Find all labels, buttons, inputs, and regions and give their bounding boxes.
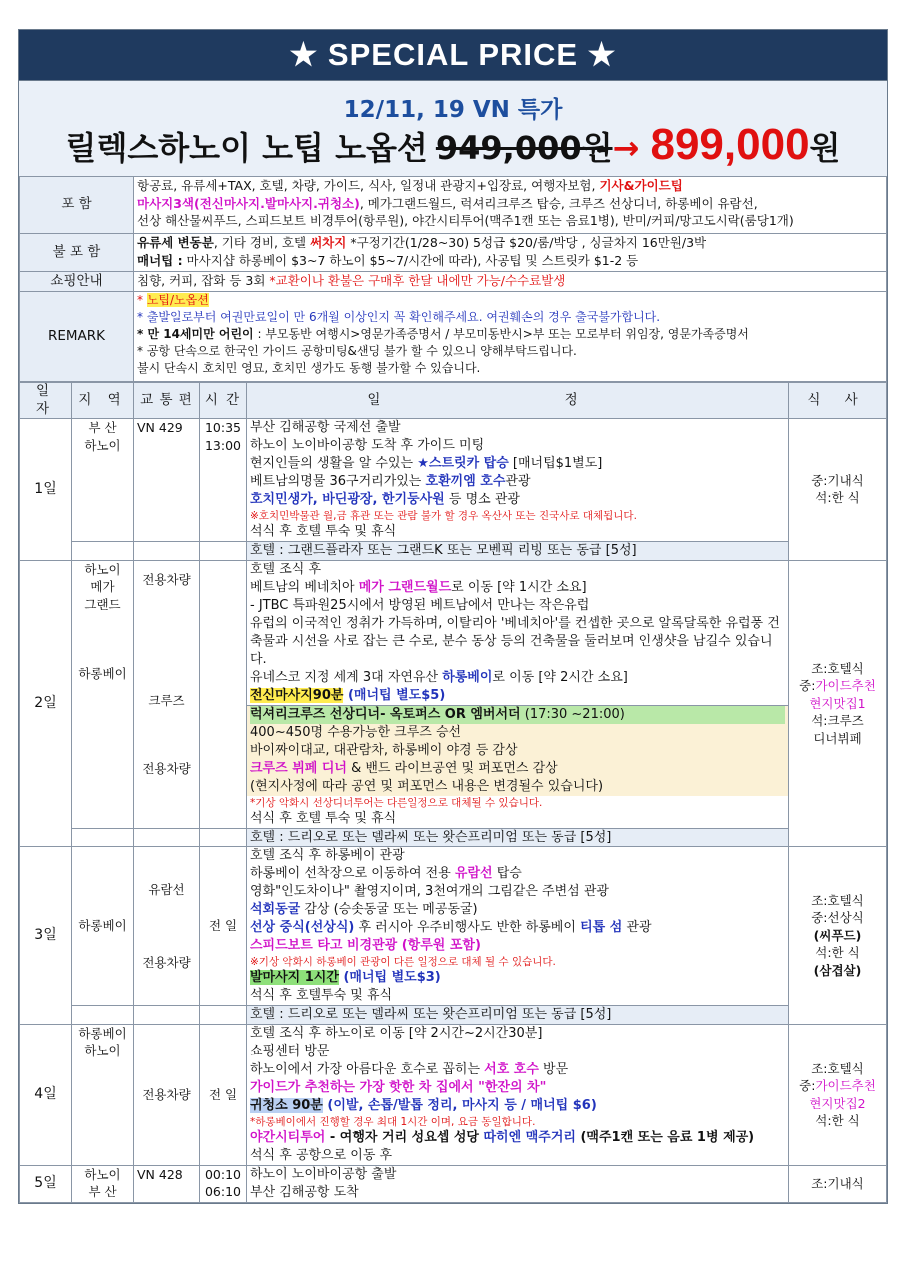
day5-meals: 조:기내식 — [789, 1165, 887, 1202]
day4-region: 하롱베이 하노이 — [72, 1024, 134, 1165]
day1-transport: VN 429 — [134, 419, 200, 542]
include-massage: 마사지3색(전신마사지.발마사지.귀청소) — [137, 195, 360, 211]
new-price: 899,000 — [650, 120, 810, 169]
day2-cruise: 럭셔리크루즈 선상디너- 옥토퍼스 OR 엠버서더 (17:30 ~21:00) 400~450명 수용가능한 크루즈 승선 바이짜이대교, 대관람차, 하롱베이 야경 등 감상 크루즈 뷔페 디너 & 밴드 라이브공연 및 퍼포먼스 감상 (현지사정에 따라 공연 및 퍼포먼스 내용은 변경될수 있습니다) *기상 악화시 선상디너투어는 다른일정으로 대체될 수 있습니다. 석식 후 호텔 투숙 및 휴식 — [247, 705, 789, 828]
special-price-banner: ★ SPECIAL PRICE ★ — [19, 30, 887, 80]
day1-schedule: 부산 김해공항 국제선 출발 하노이 노이바이공항 도착 후 가이드 미팅 현지인들의 생활을 알 수있는 ★스트릿카 탑승 [매너팁$1별도] 베트남의명물 36구거리가있는 호환끼엠 호수관광 호치민생가, 바딘광장, 한기둥사원 등 명소 관광 ※호치민박물관 월,금 휴관 또는 관람 불가 할 경우 옥산사 또는 진국사로 대체됩니다. 석식 후 호텔 투숙 및 휴식 — [247, 419, 789, 542]
title-box — [19, 80, 887, 176]
product-title — [19, 119, 887, 173]
cruise-dinner-title: 럭셔리크루즈 선상디너- 옥토퍼스 OR 엠버서더 — [250, 706, 521, 722]
exclude-surcharge: 써차지 — [310, 235, 347, 250]
col-region: 지 역 — [72, 383, 134, 419]
day2-label: 2일 — [20, 560, 72, 847]
day2-transport: 전용차량 크루즈 전용차량 — [134, 560, 200, 828]
schedule-header — [20, 383, 887, 419]
day4-transport: 전용차량 — [134, 1024, 200, 1165]
day4-schedule: 호텔 조식 후 하노이로 이동 [약 2시간~2시간30분] 쇼핑센터 방문 하노이에서 가장 아름다운 호수로 꼽히는 서호 호수 방문 가이드가 추천하는 가장 핫한 차 집에서 "한잔의 차" 귀청소 90분 (이발, 손톱/발톱 정리, 마사지 등 / 매너팁 $6) *하롱베이에서 진행할 경우 최대 1시간 이며, 요금 동일합니다. 야간시티투어 - 여행자 거리 성요셉 성당 따히엔 맥주거리 (맥주1캔 또는 음료 1병 제공) 석식 후 공항으로 이동 후 — [247, 1024, 789, 1165]
remark-text: * 공항 단속으로 한국인 가이드 공항미팅&샌딩 불가 할 수 있으니 양해부탁드립니다. — [137, 344, 577, 358]
streetcar-highlight: ★스트릿카 탑승 — [417, 456, 509, 471]
old-price: 949,000원 — [435, 129, 613, 167]
day4-label: 4일 — [20, 1024, 72, 1165]
remark-highlight: 노팁/노옵션 — [146, 293, 209, 307]
day1-meals: 중:기내식 석:한 식 — [789, 419, 887, 561]
day5-label: 5일 — [20, 1165, 72, 1202]
new-price-unit: 원 — [809, 129, 841, 167]
day3-region: 하롱베이 — [72, 847, 134, 1006]
include-content — [134, 177, 887, 234]
shopping-row — [20, 272, 887, 292]
shopping-content — [134, 272, 887, 292]
day3-schedule: 호텔 조식 후 하롱베이 관광 하롱베이 선착장으로 이동하여 전용 유람선 탑승 영화"인도차이나" 촬영지이며, 3천여개의 그림같은 주변섬 관광 석회동굴 감상 (승솟동굴 또는 메공동굴) 선상 중식(선상식) 후 러시아 우주비행사도 반한 하롱베이 티톱 섬 관광 스피드보트 타고 비경관광 (항루원 포함) ※기상 악화시 하롱베이 관광이 다른 일정으로 대체 될 수 있습니다. 발마사지 1시간 (매너팁 별도$3) 석식 후 호텔투숙 및 휴식 — [247, 847, 789, 1006]
day1-label: 1일 — [20, 419, 72, 561]
include-text: , 메가그랜드월드, 럭셔리크루즈 탑승, 크루즈 선상디너, 하롱베이 유람선, — [359, 195, 758, 211]
include-row — [20, 177, 887, 234]
exclude-text: 마사지샵 하롱베이 $3~7 하노이 $5~7/시간에 따라), 사공팁 및 스트릿카 $1-2 등 — [182, 252, 639, 268]
day1-time: 10:35 13:00 — [200, 419, 247, 542]
include-text: 선상 해산물씨푸드, 스피드보트 비경투어(항루원), 야간시티투어(맥주1캔 또는 음료1병), 반미/커피/망고도시락(룸당1개) — [137, 213, 794, 228]
shopping-text: 침향, 커피, 잡화 등 3회 — [137, 273, 270, 288]
col-meal: 식 사 — [789, 383, 887, 419]
day4-time: 전 일 — [200, 1024, 247, 1165]
exclude-content — [134, 234, 887, 272]
exclude-text: *구정기간(1/28~30) 5성급 $20/룸/박당 , 싱글차지 16만원/3박 — [346, 235, 707, 250]
schedule-table — [19, 382, 887, 1203]
include-text: 항공료, 유류세+TAX, 호텔, 차량, 가이드, 식사, 일정내 관광지+입장료, 여행자보험, — [137, 178, 600, 193]
day2-hotel: 호텔 : 드리오로 또는 델라씨 또는 왓슨프리미엄 또는 동급 [5성] — [247, 828, 789, 847]
shopping-label: 쇼핑안내 — [20, 272, 134, 292]
day5-transport: VN 428 — [134, 1165, 200, 1202]
day4-meals: 조:호텔식 중:가이드추천 현지맛집2 석:한 식 — [789, 1024, 887, 1165]
exclude-text: 매너팁 : — [137, 252, 183, 268]
day3-time: 전 일 — [200, 847, 247, 1006]
day3-label: 3일 — [20, 847, 72, 1025]
remark-text: : 부모동반 여행시>영문가족증명서 / 부모미동반시>부 또는 모로부터 위임장, 영문가족증명서 — [253, 327, 749, 341]
day2-region: 하노이 메가 그랜드 하롱베이 — [72, 560, 134, 828]
exclude-text: 유류세 변동분 — [137, 235, 214, 250]
day1-hotel-row — [20, 542, 887, 561]
exclude-label: 불 포 함 — [20, 234, 134, 272]
day2-schedule: 호텔 조식 후 베트남의 베네치아 메가 그랜드월드로 이동 [약 1시간 소요] - JTBC 특파원25시에서 방영된 베트남에서 만나는 작은유럽 유럽의 이국적인 정취가 가득하며, 이탈리아 '베네치아'를 컨셉한 곳으로 알록달록한 유럽풍 건축물과 시선을 사로 잡는 큰 수로, 분수 동상 등의 건축물을 둘러보며 인생샷을 남길수 있습니다. 유네스코 지정 세계 3대 자연유산 하롱베이로 이동 [약 2시간 소요] 전신마사지90분 (매너팁 별도$5) — [247, 560, 789, 705]
price-arrow: → — [612, 129, 640, 167]
promo-subtitle: 12/11, 19 VN 특가 — [343, 97, 563, 123]
include-label: 포 함 — [20, 177, 134, 234]
col-day: 일 자 — [20, 383, 72, 419]
day1-hotel: 호텔 : 그랜드플라자 또는 그랜드K 또는 모벤픽 리빙 또는 동급 [5성] — [247, 542, 789, 561]
foot-massage-highlight: 발마사지 1시간 — [250, 970, 339, 985]
day3-hotel: 호텔 : 드리오로 또는 델라씨 또는 왓슨프리미엄 또는 동급 [5성] — [247, 1006, 789, 1025]
itinerary-document — [18, 29, 888, 1204]
exclude-text: , 기타 경비, 호텔 — [213, 235, 311, 250]
day3-meals: 조:호텔식 중:선상식 (씨푸드) 석:한 식 (삼겹살) — [789, 847, 887, 1025]
col-transport: 교 통 편 — [134, 383, 200, 419]
include-tip: 기사&가이드팁 — [599, 178, 683, 193]
ear-cleaning-highlight: 귀청소 90분 — [250, 1097, 323, 1113]
cruise-box: 럭셔리크루즈 선상디너- 옥토퍼스 OR 엠버서더 (17:30 ~21:00) 400~450명 수용가능한 크루즈 승선 바이짜이대교, 대관람차, 하롱베이 야경 등 감상 크루즈 뷔페 디너 & 밴드 라이브공연 및 퍼포먼스 감상 (현지사정에 따라 공연 및 퍼포먼스 내용은 변경될수 있습니다) — [247, 706, 788, 796]
day3-row — [20, 847, 887, 1006]
day2-row — [20, 560, 887, 705]
shopping-note: *교환이나 환불은 구매후 한달 내에만 가능/수수료발생 — [269, 273, 566, 288]
remark-text: 불시 단속시 호치민 영묘, 호치민 생가도 동행 불가할 수 있습니다. — [137, 361, 481, 375]
day3-transport: 유람선 전용차량 — [134, 847, 200, 1006]
remark-label: REMARK — [20, 292, 134, 382]
info-table — [19, 176, 887, 382]
product-name: 릴렉스하노이 노팁 노옵션 — [65, 129, 428, 167]
day2-meals: 조:호텔식 중:가이드추천 현지맛집1 석:크루즈 디너뷔페 — [789, 560, 887, 847]
day5-region: 하노이 부 산 — [72, 1165, 134, 1202]
day1-row — [20, 419, 887, 542]
day1-region: 부 산 하노이 — [72, 419, 134, 542]
col-time: 시 간 — [200, 383, 247, 419]
remark-child: * 만 14세미만 어린이 — [137, 327, 254, 341]
day4-row — [20, 1024, 887, 1165]
remark-passport: * 출발일로부터 여권만료일이 만 6개월 이상인지 꼭 확인해주세요. 여권훼손의 경우 출국불가합니다. — [137, 310, 661, 324]
day5-row — [20, 1165, 887, 1202]
full-massage-highlight: 전신마사지90분 — [250, 687, 344, 703]
remark-row — [20, 292, 887, 382]
day5-schedule: 하노이 노이바이공항 출발 부산 김해공항 도착 — [247, 1165, 789, 1202]
day5-time: 00:10 06:10 — [200, 1165, 247, 1202]
remark-content — [134, 292, 887, 382]
day3-hotel-row — [20, 1006, 887, 1025]
exclude-row — [20, 234, 887, 272]
day2-hotel-row — [20, 828, 887, 847]
remark-star: * — [137, 293, 147, 307]
col-schedule: 일 정 — [247, 383, 789, 419]
